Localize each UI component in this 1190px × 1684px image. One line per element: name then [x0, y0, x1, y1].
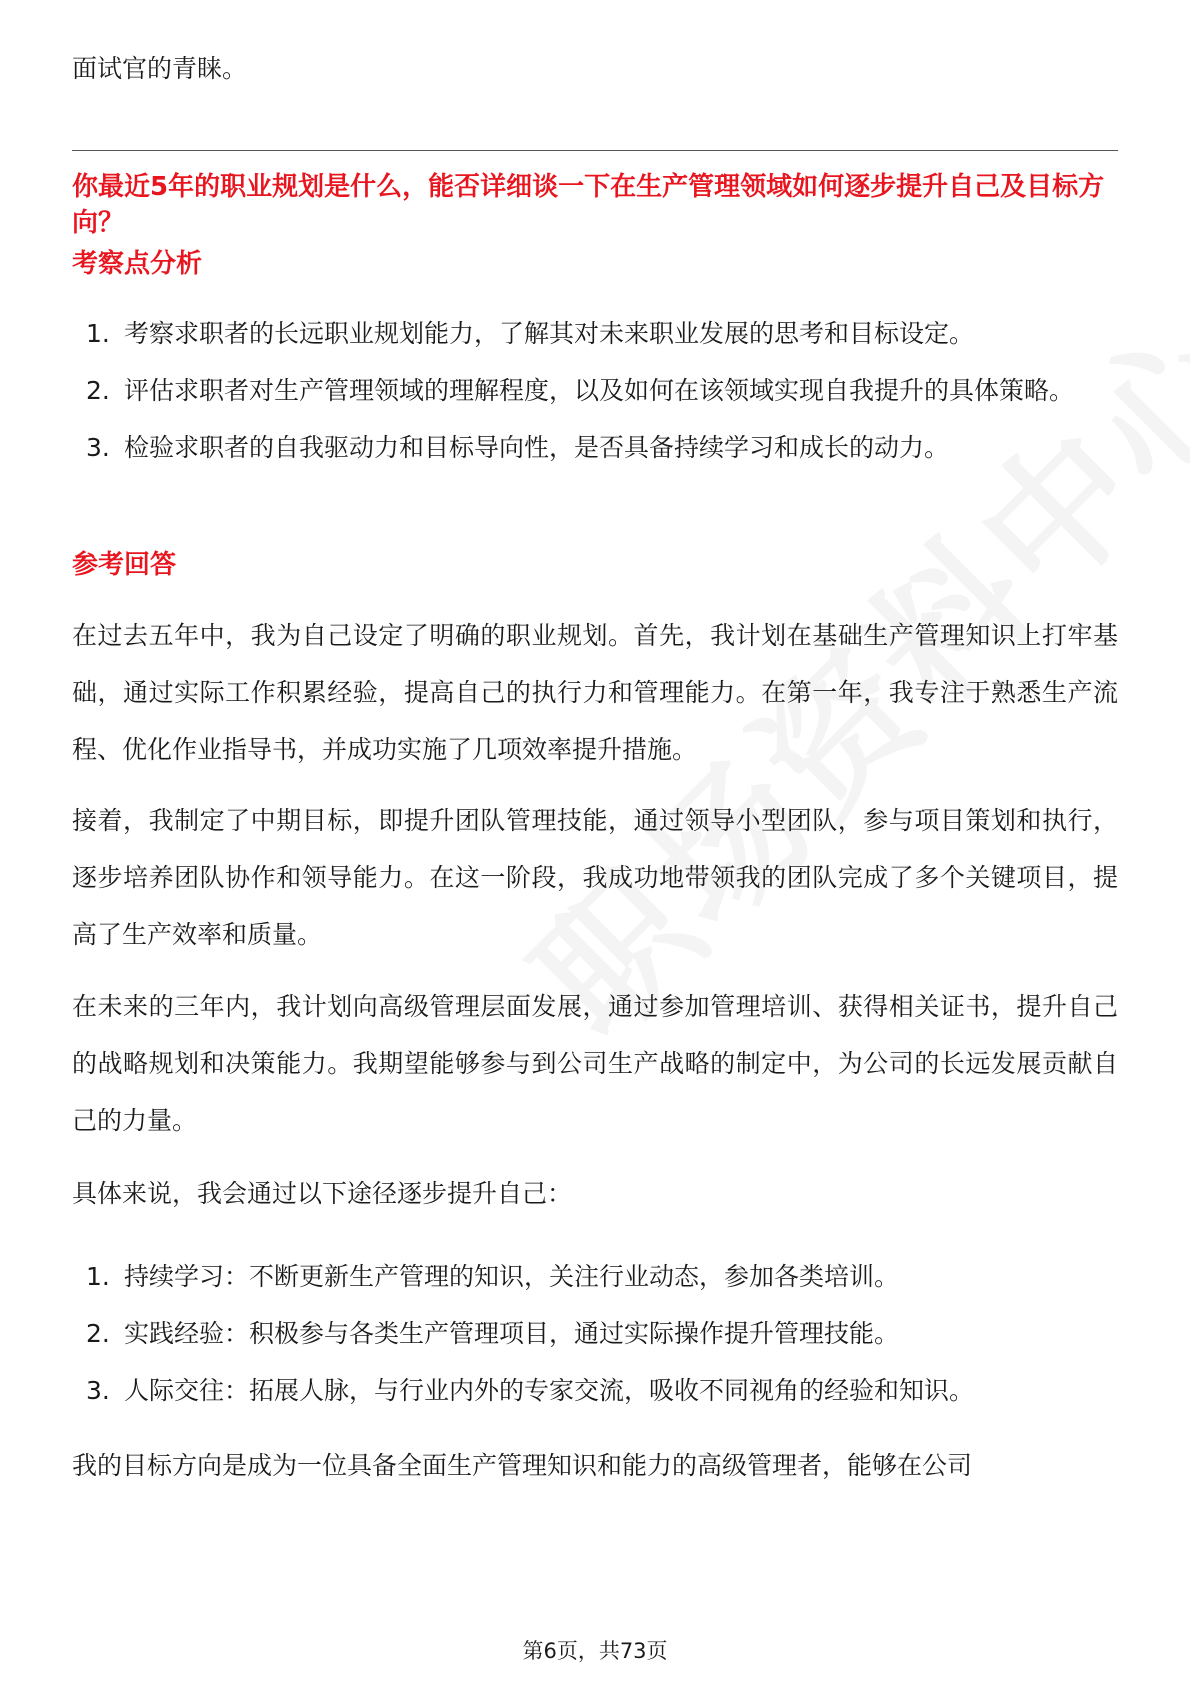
answer-paragraph: 具体来说，我会通过以下途径逐步提升自己：: [72, 1179, 573, 1208]
list-item: [72, 362, 1118, 419]
list-item-number: 2.: [86, 376, 110, 405]
answer-paragraph: 在过去五年中，我为自己设定了明确的职业规划。首先，我计划在基础生产管理知识上打牢基础，通过实际工作积累经验，提高自己的执行力和管理能力。在第一年，我专注于熟悉生产流程、优化作业指导书，并成功实施了几项效率提升措施。: [72, 621, 1118, 764]
list-item-text: 检验求职者的自我驱动力和目标导向性，是否具备持续学习和成长的动力。: [124, 433, 950, 462]
list-item-text: 评估求职者对生产管理领域的理解程度，以及如何在该领域实现自我提升的具体策略。: [124, 376, 1075, 405]
answer-paragraph: 接着，我制定了中期目标，即提升团队管理技能，通过领导小型团队，参与项目策划和执行，逐步培养团队协作和领导能力。在这一阶段，我成功地带领我的团队完成了多个关键项目，提高了生产效率和质量。: [72, 806, 1118, 949]
question-heading: 你最近5年的职业规划是什么，能否详细谈一下在生产管理领域如何逐步提升自己及目标方向？: [72, 172, 1105, 238]
list-item-text: 持续学习：不断更新生产管理的知识，关注行业动态，参加各类培训。: [124, 1262, 900, 1291]
list-item: [72, 305, 1118, 362]
list-item: [72, 419, 1118, 476]
answer-title: 参考回答: [72, 550, 177, 580]
list-item: [72, 1305, 1118, 1362]
list-item-text: 实践经验：积极参与各类生产管理项目，通过实际操作提升管理技能。: [124, 1319, 900, 1348]
section-divider: [72, 150, 1118, 151]
analysis-list: [72, 305, 1118, 476]
page-footer: 第6页，共73页: [522, 1639, 668, 1663]
answer-paragraph: 在未来的三年内，我计划向高级管理层面发展，通过参加管理培训、获得相关证书，提升自己的战略规划和决策能力。我期望能够参与到公司生产战略的制定中，为公司的长远发展贡献自己的力量。: [72, 992, 1118, 1135]
list-item-text: 考察求职者的长远职业规划能力，了解其对未来职业发展的思考和目标设定。: [124, 319, 975, 348]
list-item-number: 3.: [86, 1376, 110, 1405]
list-item-number: 2.: [86, 1319, 110, 1348]
list-item-number: 1.: [86, 1262, 110, 1291]
list-item: [72, 1248, 1118, 1305]
steps-list: [72, 1248, 1118, 1419]
list-item-number: 3.: [86, 433, 110, 462]
lead-text: 面试官的青睐。: [72, 54, 248, 83]
list-item: [72, 1362, 1118, 1419]
analysis-title: 考察点分析: [72, 249, 203, 279]
list-item-number: 1.: [86, 319, 110, 348]
answer-closing: 我的目标方向是成为一位具备全面生产管理知识和能力的高级管理者，能够在公司: [72, 1451, 973, 1480]
list-item-text: 人际交往：拓展人脉，与行业内外的专家交流，吸收不同视角的经验和知识。: [124, 1376, 975, 1405]
